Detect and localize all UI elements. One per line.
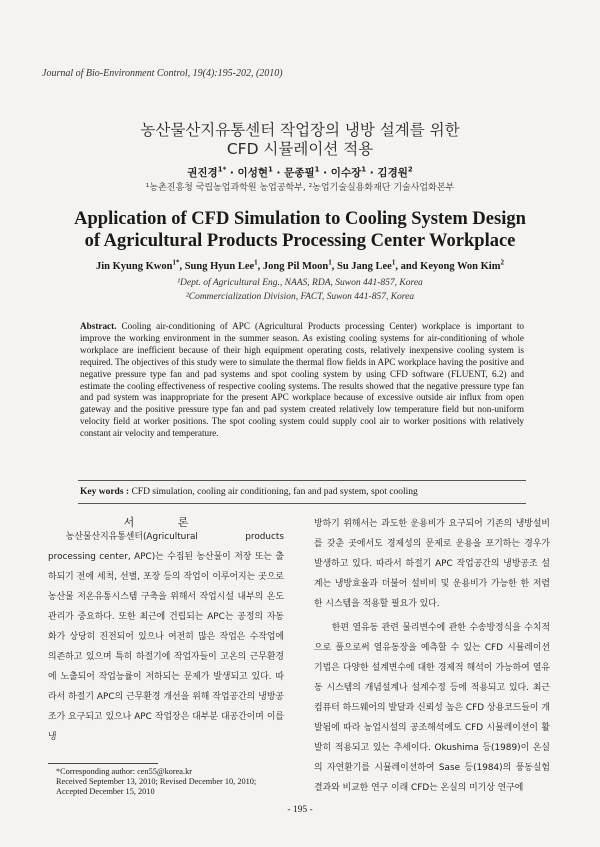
korean-authors: [0, 165, 600, 180]
keywords-text: CFD simulation, cooling air conditioning, fan and pad system, spot cooling: [131, 487, 418, 497]
korean-title-line-2: CFD 시뮬레이션 적용: [226, 140, 374, 158]
korean-affiliation: ¹농촌진흥청 국립농업과학원 농업공학부, ²농업기술실용화재단 기술사업화본부: [145, 183, 455, 193]
author-name: Jin Kyung Kwon: [96, 261, 173, 272]
page-number: - 195 -: [287, 805, 313, 815]
english-affiliation-2: ²Commercialization Division, FACT, Suwon 441-857, Korea: [185, 292, 415, 302]
english-title-line-2: of Agricultural Products Processing Center Workplace: [84, 231, 516, 251]
author-name: Su Jang Lee: [337, 261, 392, 272]
author-affiliation-mark: 1: [314, 165, 320, 174]
author-separator: , and: [395, 261, 421, 272]
abstract-text: Cooling air-conditioning of APC (Agricultural Products processing Center) workplace is important to improve the working environment in the summer season. As existing cooling systems for air-conditioning of whole workplace are inefficient because of their high equipment operating costs, relatively inexpensive cooling system is required. The objectives of this study were to simulate the thermal flow fields in APC workplace having the positive and negative pressure type fan and pad systems and spot cooling system by using CFD software (FLUENT, 6.2) and estimate the cooling effectiveness of respective cooling systems. The results showed that the negative pressure type fan and pad system was inappropriate for the present APC workplace because of excessive outside air influx from open gateway and the positive pressure type fan and pad system created relatively low temperature field but non-uniform velocity field at worker positions. The spot cooling system could supply cool air to worker positions with relatively constant air velocity and temperature.: [80, 321, 525, 439]
author-affiliation-mark: 2: [500, 258, 504, 267]
author-affiliation-mark: 1: [361, 165, 367, 174]
author-affiliation-mark: 1*: [172, 258, 180, 267]
journal-citation: Journal of Bio-Environment Control, 19(4):195-202, (2010): [42, 68, 283, 79]
author-name: 이성현: [237, 167, 268, 179]
author-affiliation-mark: 1*: [217, 165, 227, 174]
author-separator: ,: [179, 261, 185, 272]
author-name: Jong Pil Moon: [262, 261, 329, 272]
author-affiliation-mark: 1: [267, 165, 273, 174]
footnote-accepted: Accepted December 15, 2010: [56, 787, 155, 796]
right-column: [314, 514, 550, 798]
english-affiliation-1: ¹Dept. of Agricultural Eng., NAAS, RDA, Suwon 441-857, Korea: [177, 278, 423, 288]
author-affiliation-mark: 1: [254, 258, 258, 267]
author-name: 이수장: [330, 167, 362, 179]
footnote: [56, 767, 296, 797]
author-affiliation-mark: 2: [407, 165, 413, 174]
footnote-rule: [48, 763, 158, 764]
keywords: [80, 487, 524, 497]
divider-top: [78, 480, 526, 481]
right-column-paragraph-2: 한편 열유동 관련 물리변수에 관한 수송방정식을 수치적으로 풀으로써 열유동장을 예측할 수 있는 CFD 시뮬레이션 기법은 다양한 설계변수에 대한 경제적 해석이 가능하여 열유동 시스템의 개념설계나 설계수정 등에 적용되고 있다. 최근 컴퓨터 하드웨어의 발달과 신뢰성 높은 CFD 상용코드들이 개발됨에 따라 농업시설의 공조해석에도 CFD 시뮬레이션이 활발히 적용되고 있는 추세이다. Okushima 등(1989)이 온실의 자연환기를 시뮬레이션하여 Sase 등(1984)의 풍동실험 결과와 비교한 연구 이래 CFD는 온실의 미기상 연구에: [314, 623, 550, 793]
author-separator: ,: [331, 261, 337, 272]
right-column-paragraph-1: 방하기 위해서는 과도한 운용비가 요구되어 기존의 냉방설비를 갖춘 곳에서도 경제성의 문제로 운용을 포기하는 경우가 발생하고 있다. 따라서 하절기 APC 작업공간의 냉방공조 설계는 냉방효율과 더불어 설비비 및 운용비가 가능한 한 저렴한 시스템을 적용할 필요가 있다.: [314, 519, 550, 609]
english-authors: [0, 258, 600, 272]
abstract-label: Abstract.: [80, 321, 117, 331]
footnote-corresponding: *Corresponding author: cen55@korea.kr: [56, 767, 192, 776]
author-affiliation-mark: 1: [328, 258, 332, 267]
section-heading-introduction: 서 론: [123, 516, 209, 529]
left-column-text: 농산물산지유통센터(Agricultural products processing center, APC)는 수집된 농산물이 저장 또는 출하되기 전에 세척, 선별, 포장 등의 작업이 이루어지는 곳으로 농산물 저온유통시스템 구축을 위해서 작업시설 내부의 온도관리가 중요하다. 또한 최근에 건립되는 APC는 공정의 자동화가 상당히 진전되어 있으나 여전히 많은 작업은 수작업에 의존하고 있으며 특히 하절기에 작업자들이 고온의 근무환경에 노출되어 작업능률이 저하되는 문제가 발생되고 있다. 따라서 하절기 APC의 근무환경 개선을 위해 작업공간의 냉방공조가 요구되고 있으나 APC 작업장은 대부분 대공간이며 이를 냉: [48, 532, 284, 742]
author-name: 김경원: [377, 167, 408, 179]
keywords-label: Key words :: [80, 487, 130, 497]
author-separator: ,: [257, 261, 263, 272]
author-affiliation-mark: 1: [391, 258, 396, 267]
author-name: Keyong Won Kim: [420, 261, 501, 272]
korean-title-line-1: 농산물산지유통센터 작업장의 냉방 설계를 위한: [140, 121, 460, 139]
author-name: Sung Hyun Lee: [184, 261, 255, 272]
author-separator: ·: [319, 167, 331, 179]
author-name: 문종필: [284, 167, 315, 179]
author-separator: ·: [272, 167, 285, 179]
english-title-line-1: Application of CFD Simulation to Cooling System Design: [74, 209, 526, 229]
abstract: [80, 321, 524, 440]
footnote-received: Received September 13, 2010; Revised December 10, 2010;: [56, 777, 257, 786]
divider-bottom: [78, 503, 526, 504]
author-separator: ·: [226, 167, 238, 179]
author-separator: ·: [366, 167, 378, 179]
author-name: 권진경: [187, 167, 218, 179]
